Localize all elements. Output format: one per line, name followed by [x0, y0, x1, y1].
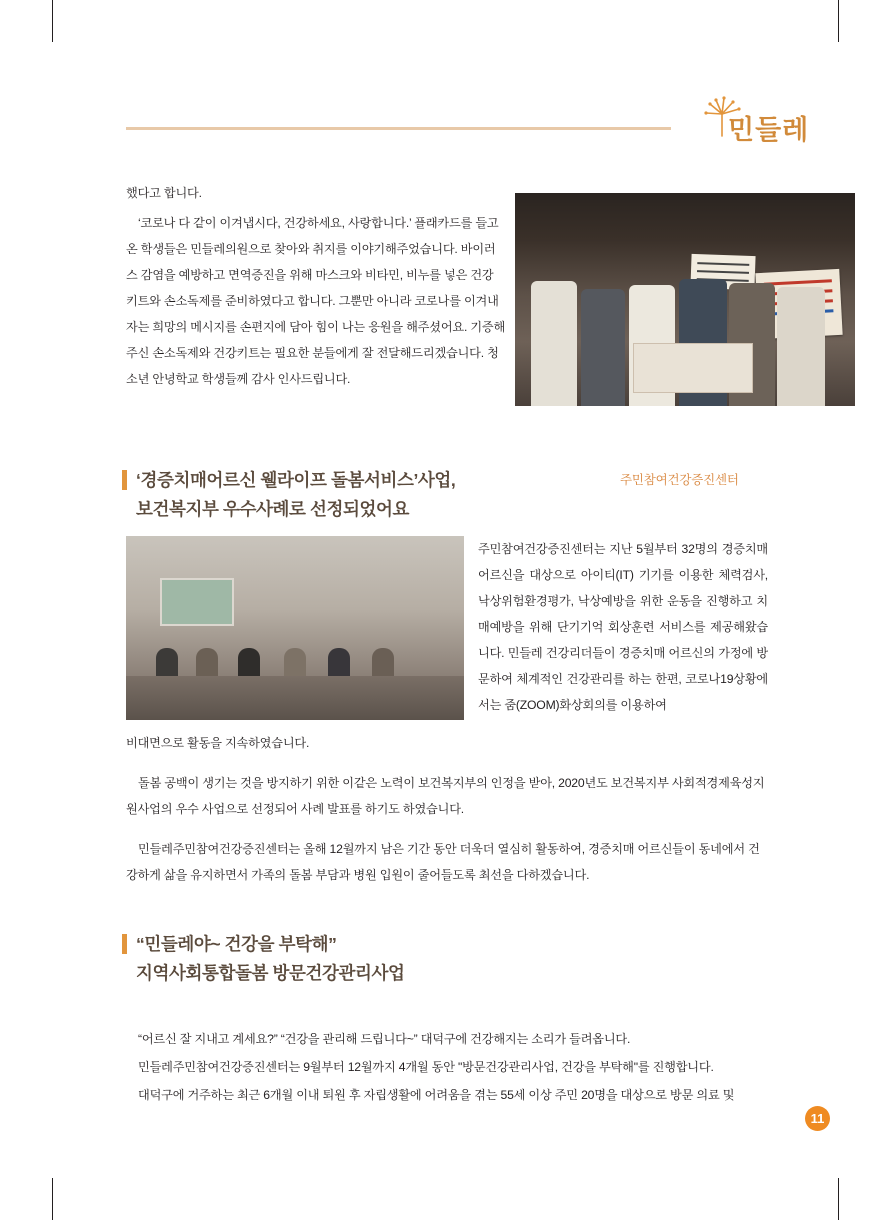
section2-body — [126, 1026, 776, 1110]
header-divider — [126, 127, 671, 130]
photo-gift-box — [633, 343, 753, 393]
section1-org-label: 주민참여건강증진센터 — [620, 473, 739, 487]
section1-heading-bar — [122, 470, 127, 490]
section2-heading-bar — [122, 934, 127, 954]
section2-paragraph-2: 민들레주민참여건강증진센터는 9월부터 12월까지 4개월 동안 "방문건강관리사업, 건강을 부탁해"를 진행합니다. — [138, 1060, 714, 1074]
section1-side-text: 주민참여건강증진센터는 지난 5월부터 32명의 경증치매 어르신을 대상으로 아이티(IT) 기기를 이용한 체력검사, 낙상위험환경평가, 낙상예방을 위한 운동을 진행하고 치매예방을 위해 단기기억 회상훈련 서비스를 제공해왔습니다. 민들레 건강리더들이 경증치매 어르신의 가정에 방문하여 체계적인 건강관리를 하는 한편, 코로나19상황에서는 줌(ZOOM)화상회의를 이용하여 — [478, 542, 768, 712]
photo-person-2 — [581, 289, 625, 406]
section1-heading — [122, 466, 642, 524]
section1-paragraph-3: 민들레주민참여건강증진센터는 올해 12월까지 남은 기간 동안 더욱더 열심히 활동하여, 경증치매 어르신들이 동네에서 건강하게 삶을 유지하면서 가족의 돌봄 부담과 병원 입원이 줄어들도록 최선을 다하겠습니다. — [126, 842, 760, 882]
photo-table — [126, 676, 464, 720]
section2-title-line1: “민들레야~ 건강을 부탁해” — [136, 934, 337, 954]
photo-person-6 — [777, 287, 825, 406]
photo-person-1 — [531, 281, 577, 406]
crop-mark-top-left — [52, 0, 53, 42]
section1-paragraph-2: 돌봄 공백이 생기는 것을 방지하기 위한 이같은 노력이 보건복지부의 인정을 받아, 2020년도 보건복지부 사회적경제육성지원사업의 우수 사업으로 선정되어 사례 발표를 하기도 하였습니다. — [126, 776, 765, 816]
top-paragraph-1: 했다고 합니다. — [126, 186, 202, 200]
photo-meeting-room — [126, 536, 464, 720]
crop-mark-bottom-right — [838, 1178, 839, 1220]
photo-projector-screen — [160, 578, 234, 626]
crop-mark-top-right — [838, 0, 839, 42]
crop-mark-bottom-left — [52, 1178, 53, 1220]
section1-title-line2: 보건복지부 우수사례로 선정되었어요 — [136, 499, 410, 519]
section2-paragraph-1: “어르신 잘 지내고 계세요?” “건강을 관리해 드립니다~” 대덕구에 건강해지는 소리가 들려옵니다. — [138, 1032, 631, 1046]
section2-title-line2: 지역사회통합돌봄 방문건강관리사업 — [136, 963, 405, 983]
section1-continue-text: 비대면으로 활동을 지속하였습니다. — [126, 736, 310, 750]
section2-paragraph-3: 대덕구에 거주하는 최근 6개월 이내 퇴원 후 자립생활에 어려움을 겪는 55세 이상 주민 20명을 대상으로 방문 의료 및 — [138, 1088, 735, 1102]
photo-students-donation — [515, 193, 855, 406]
section1-body — [126, 730, 771, 888]
page-number-badge: 11 — [805, 1106, 830, 1131]
top-paragraph-2: ‘코로나 다 같이 이겨냅시다, 건강하세요, 사랑합니다.’ 플래카드를 들고 온 학생들은 민들레의원으로 찾아와 취지를 이야기해주었습니다. 바이러스 감염을 예방하고 면역증진을 위해 마스크와 비타민, 비누를 넣은 건강 키트와 손소독제를 준비하였다고 합니다. 그뿐만 아니라 코로나를 이겨내자는 희망의 메시지를 손편지에 담아 힘이 나는 응원을 해주셨어요. 기증해주신 손소독제와 건강키트는 필요한 분들에게 잘 전달해드리겠습니다. 청소년 안녕학교 학생들께 감사 인사드립니다. — [126, 216, 506, 386]
section1-title-line1: ‘경증치매어르신 웰라이프 돌봄서비스’사업, — [136, 470, 456, 490]
section2-heading — [122, 930, 642, 988]
brand-logo — [700, 96, 810, 154]
brand-logo-text: 민들레 — [728, 115, 810, 145]
